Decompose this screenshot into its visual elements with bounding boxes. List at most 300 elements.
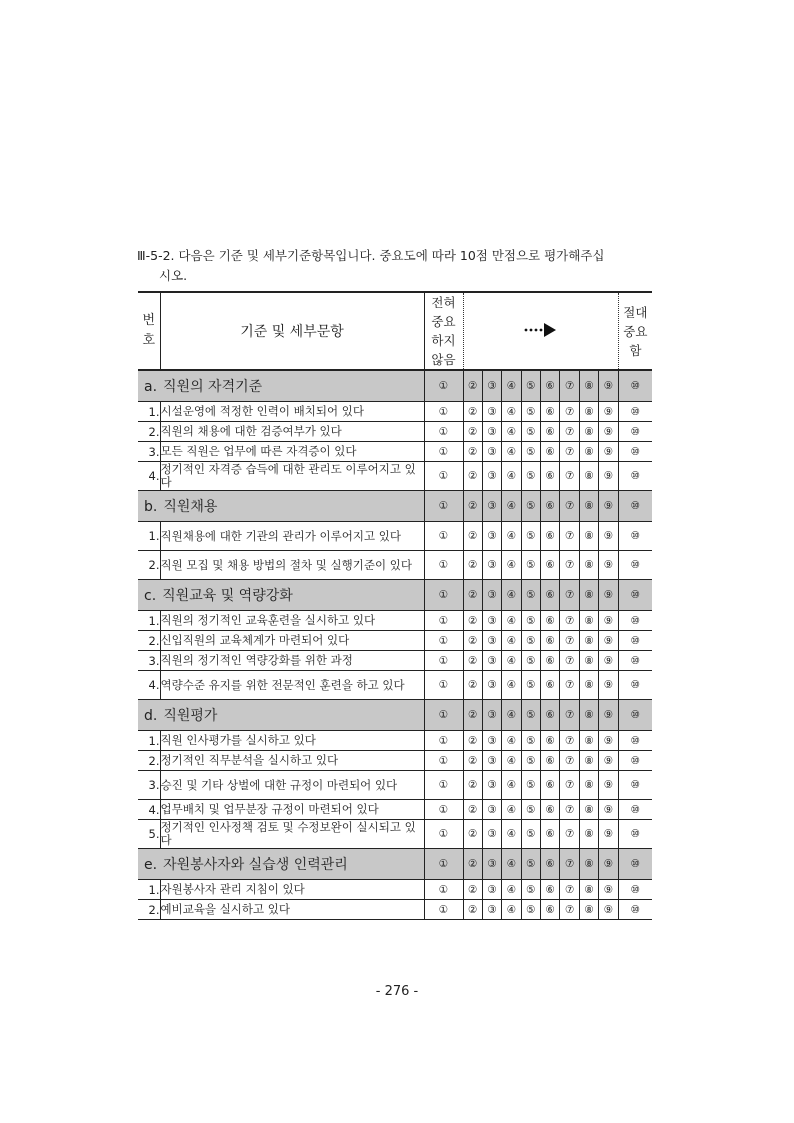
table-row	[138, 611, 652, 631]
rating-option-10[interactable]: ⑩	[618, 700, 652, 731]
rating-option-7[interactable]: ⑦	[560, 551, 579, 580]
rating-option-5[interactable]: ⑤	[521, 651, 540, 671]
rating-option-9[interactable]: ⑨	[599, 402, 618, 422]
rating-option-7[interactable]: ⑦	[560, 731, 579, 751]
item-number: 3.	[138, 771, 160, 800]
rating-option-4[interactable]: ④	[502, 462, 521, 491]
rating-option-6[interactable]: ⑥	[541, 422, 560, 442]
rating-option-4[interactable]: ④	[502, 611, 521, 631]
rating-option-6[interactable]: ⑥	[541, 671, 560, 700]
rating-option-1[interactable]: ①	[424, 900, 463, 920]
rating-option-6[interactable]: ⑥	[541, 370, 560, 402]
section-name: 직원의 자격기준	[163, 379, 263, 395]
rating-option-1[interactable]: ①	[424, 880, 463, 900]
table-row	[138, 800, 652, 820]
question-line-2: 시오.	[159, 268, 188, 283]
rating-option-6[interactable]: ⑥	[541, 900, 560, 920]
rating-option-4[interactable]: ④	[502, 800, 521, 820]
table-row	[138, 651, 652, 671]
rating-option-8[interactable]: ⑧	[579, 651, 598, 671]
rating-option-9[interactable]: ⑨	[599, 522, 618, 551]
table-row	[138, 731, 652, 751]
item-number: 2.	[138, 551, 160, 580]
item-text: 예비교육을 실시하고 있다	[160, 900, 424, 920]
rating-option-2[interactable]: ②	[463, 462, 482, 491]
table-row	[138, 900, 652, 920]
rating-option-9[interactable]: ⑨	[599, 551, 618, 580]
rating-option-6[interactable]: ⑥	[541, 402, 560, 422]
item-number: 4.	[138, 800, 160, 820]
rating-table	[138, 291, 652, 920]
rating-option-3[interactable]: ③	[482, 671, 501, 700]
rating-option-5[interactable]: ⑤	[521, 551, 540, 580]
rating-option-2[interactable]: ②	[463, 611, 482, 631]
rating-option-9[interactable]: ⑨	[599, 900, 618, 920]
rating-option-9[interactable]: ⑨	[599, 611, 618, 631]
rating-option-5[interactable]: ⑤	[521, 771, 540, 800]
rating-option-7[interactable]: ⑦	[560, 370, 579, 402]
rating-option-7[interactable]: ⑦	[560, 522, 579, 551]
item-text: 직원의 정기적인 교육훈련을 실시하고 있다	[160, 611, 424, 631]
rating-option-5[interactable]: ⑤	[521, 422, 540, 442]
rating-option-1[interactable]: ①	[424, 800, 463, 820]
header-low-importance: 전혀 중요 하지 않음	[424, 292, 463, 370]
rating-option-5[interactable]: ⑤	[521, 731, 540, 751]
rating-option-10[interactable]: ⑩	[618, 900, 652, 920]
rating-option-3[interactable]: ③	[482, 522, 501, 551]
rating-option-10[interactable]: ⑩	[618, 671, 652, 700]
section-name: 직원평가	[163, 708, 218, 724]
rating-option-4[interactable]: ④	[502, 771, 521, 800]
item-number: 4.	[138, 671, 160, 700]
rating-option-2[interactable]: ②	[463, 402, 482, 422]
rating-option-3[interactable]: ③	[482, 580, 501, 611]
rating-option-10[interactable]: ⑩	[618, 820, 652, 849]
rating-option-4[interactable]: ④	[502, 402, 521, 422]
item-number: 3.	[138, 651, 160, 671]
rating-option-1[interactable]: ①	[424, 402, 463, 422]
item-number: 1.	[138, 611, 160, 631]
rating-option-6[interactable]: ⑥	[541, 522, 560, 551]
item-text: 직원의 채용에 대한 검증여부가 있다	[160, 422, 424, 442]
rating-option-10[interactable]: ⑩	[618, 631, 652, 651]
rating-option-10[interactable]: ⑩	[618, 402, 652, 422]
rating-option-7[interactable]: ⑦	[560, 900, 579, 920]
table-header	[138, 292, 652, 370]
table-row	[138, 551, 652, 580]
rating-option-10[interactable]: ⑩	[618, 370, 652, 402]
rating-option-10[interactable]: ⑩	[618, 491, 652, 522]
rating-option-5[interactable]: ⑤	[521, 900, 540, 920]
rating-option-9[interactable]: ⑨	[599, 751, 618, 771]
section-name: 자원봉사자와 실습생 인력관리	[163, 857, 348, 873]
rating-option-3[interactable]: ③	[482, 900, 501, 920]
section-title	[138, 700, 424, 731]
rating-option-6[interactable]: ⑥	[541, 700, 560, 731]
rating-option-9[interactable]: ⑨	[599, 631, 618, 651]
rating-option-4[interactable]: ④	[502, 880, 521, 900]
rating-option-7[interactable]: ⑦	[560, 880, 579, 900]
rating-option-3[interactable]: ③	[482, 800, 501, 820]
rating-option-2[interactable]: ②	[463, 651, 482, 671]
item-text: 자원봉사자 관리 지침이 있다	[160, 880, 424, 900]
rating-option-9[interactable]: ⑨	[599, 651, 618, 671]
item-number: 1.	[138, 880, 160, 900]
rating-option-5[interactable]: ⑤	[521, 402, 540, 422]
table-row	[138, 771, 652, 800]
rating-option-8[interactable]: ⑧	[579, 849, 598, 880]
rating-option-3[interactable]: ③	[482, 849, 501, 880]
rating-option-9[interactable]: ⑨	[599, 580, 618, 611]
rating-option-7[interactable]: ⑦	[560, 462, 579, 491]
section-row-e	[138, 849, 652, 880]
rating-option-9[interactable]: ⑨	[599, 800, 618, 820]
rating-option-10[interactable]: ⑩	[618, 771, 652, 800]
item-text: 시설운영에 적정한 인력이 배치되어 있다	[160, 402, 424, 422]
rating-option-6[interactable]: ⑥	[541, 651, 560, 671]
rating-option-9[interactable]: ⑨	[599, 820, 618, 849]
rating-option-8[interactable]: ⑧	[579, 751, 598, 771]
rating-option-6[interactable]: ⑥	[541, 731, 560, 751]
rating-option-8[interactable]: ⑧	[579, 880, 598, 900]
rating-option-8[interactable]: ⑧	[579, 551, 598, 580]
table-row	[138, 442, 652, 462]
rating-option-2[interactable]: ②	[463, 580, 482, 611]
rating-option-7[interactable]: ⑦	[560, 820, 579, 849]
rating-option-2[interactable]: ②	[463, 849, 482, 880]
rating-option-8[interactable]: ⑧	[579, 370, 598, 402]
rating-option-5[interactable]: ⑤	[521, 671, 540, 700]
rating-option-9[interactable]: ⑨	[599, 700, 618, 731]
table-row	[138, 671, 652, 700]
section-code: d.	[144, 708, 158, 724]
rating-option-10[interactable]: ⑩	[618, 551, 652, 580]
rating-option-2[interactable]: ②	[463, 731, 482, 751]
rating-option-4[interactable]: ④	[502, 671, 521, 700]
section-code: b.	[144, 499, 158, 515]
rating-option-5[interactable]: ⑤	[521, 880, 540, 900]
item-number: 3.	[138, 442, 160, 462]
rating-option-7[interactable]: ⑦	[560, 631, 579, 651]
rating-option-5[interactable]: ⑤	[521, 522, 540, 551]
rating-option-4[interactable]: ④	[502, 522, 521, 551]
rating-option-8[interactable]: ⑧	[579, 900, 598, 920]
section-name: 직원채용	[163, 499, 218, 515]
rating-option-8[interactable]: ⑧	[579, 522, 598, 551]
question-text	[137, 246, 657, 286]
rating-option-3[interactable]: ③	[482, 462, 501, 491]
rating-option-1[interactable]: ①	[424, 771, 463, 800]
rating-option-5[interactable]: ⑤	[521, 580, 540, 611]
table-row	[138, 522, 652, 551]
rating-option-4[interactable]: ④	[502, 631, 521, 651]
rating-option-3[interactable]: ③	[482, 551, 501, 580]
rating-option-8[interactable]: ⑧	[579, 402, 598, 422]
rating-option-6[interactable]: ⑥	[541, 820, 560, 849]
rating-option-10[interactable]: ⑩	[618, 422, 652, 442]
item-text: 모든 직원은 업무에 따른 자격증이 있다	[160, 442, 424, 462]
rating-option-5[interactable]: ⑤	[521, 491, 540, 522]
rating-option-3[interactable]: ③	[482, 731, 501, 751]
rating-option-3[interactable]: ③	[482, 771, 501, 800]
rating-option-9[interactable]: ⑨	[599, 849, 618, 880]
item-text: 직원 인사평가를 실시하고 있다	[160, 731, 424, 751]
section-row-d	[138, 700, 652, 731]
rating-option-6[interactable]: ⑥	[541, 849, 560, 880]
header-arrow	[463, 292, 618, 370]
rating-option-2[interactable]: ②	[463, 442, 482, 462]
rating-option-2[interactable]: ②	[463, 751, 482, 771]
rating-option-3[interactable]: ③	[482, 651, 501, 671]
rating-option-7[interactable]: ⑦	[560, 651, 579, 671]
rating-option-2[interactable]: ②	[463, 491, 482, 522]
rating-option-10[interactable]: ⑩	[618, 442, 652, 462]
rating-option-2[interactable]: ②	[463, 880, 482, 900]
item-number: 4.	[138, 462, 160, 491]
section-row-c	[138, 580, 652, 611]
rating-option-7[interactable]: ⑦	[560, 442, 579, 462]
item-text: 정기적인 인사정책 검토 및 수정보완이 실시되고 있다	[160, 820, 424, 849]
rating-option-8[interactable]: ⑧	[579, 422, 598, 442]
item-text: 승진 및 기타 상벌에 대한 규정이 마련되어 있다	[160, 771, 424, 800]
rating-option-9[interactable]: ⑨	[599, 422, 618, 442]
rating-option-3[interactable]: ③	[482, 700, 501, 731]
item-number: 1.	[138, 402, 160, 422]
rating-option-10[interactable]: ⑩	[618, 849, 652, 880]
item-text: 신입직원의 교육체계가 마련되어 있다	[160, 631, 424, 651]
item-text: 역량수준 유지를 위한 전문적인 훈련을 하고 있다	[160, 671, 424, 700]
rating-option-7[interactable]: ⑦	[560, 671, 579, 700]
rating-option-4[interactable]: ④	[502, 751, 521, 771]
rating-option-1[interactable]: ①	[424, 580, 463, 611]
rating-option-7[interactable]: ⑦	[560, 402, 579, 422]
rating-option-5[interactable]: ⑤	[521, 700, 540, 731]
rating-option-10[interactable]: ⑩	[618, 462, 652, 491]
rating-option-4[interactable]: ④	[502, 422, 521, 442]
rating-option-7[interactable]: ⑦	[560, 611, 579, 631]
rating-option-3[interactable]: ③	[482, 491, 501, 522]
rating-option-7[interactable]: ⑦	[560, 422, 579, 442]
rating-option-9[interactable]: ⑨	[599, 731, 618, 751]
rating-option-5[interactable]: ⑤	[521, 820, 540, 849]
rating-option-1[interactable]: ①	[424, 671, 463, 700]
rating-option-6[interactable]: ⑥	[541, 800, 560, 820]
rating-option-1[interactable]: ①	[424, 551, 463, 580]
rating-option-1[interactable]: ①	[424, 522, 463, 551]
rating-option-4[interactable]: ④	[502, 900, 521, 920]
rating-option-10[interactable]: ⑩	[618, 651, 652, 671]
section-title	[138, 849, 424, 880]
rating-option-4[interactable]: ④	[502, 731, 521, 751]
rating-option-10[interactable]: ⑩	[618, 580, 652, 611]
item-number: 5.	[138, 820, 160, 849]
rating-option-8[interactable]: ⑧	[579, 462, 598, 491]
rating-option-7[interactable]: ⑦	[560, 580, 579, 611]
section-row-b	[138, 491, 652, 522]
rating-option-3[interactable]: ③	[482, 370, 501, 402]
section-row-a	[138, 370, 652, 402]
rating-option-1[interactable]: ①	[424, 751, 463, 771]
rating-option-1[interactable]: ①	[424, 731, 463, 751]
rating-option-6[interactable]: ⑥	[541, 771, 560, 800]
rating-option-3[interactable]: ③	[482, 751, 501, 771]
header-title: 기준 및 세부문항	[160, 292, 424, 370]
item-number: 2.	[138, 422, 160, 442]
rating-option-5[interactable]: ⑤	[521, 631, 540, 651]
item-text: 정기적인 자격증 습득에 대한 관리도 이루어지고 있다	[160, 462, 424, 491]
item-number: 2.	[138, 751, 160, 771]
rating-option-4[interactable]: ④	[502, 370, 521, 402]
rating-option-8[interactable]: ⑧	[579, 631, 598, 651]
rating-option-7[interactable]: ⑦	[560, 771, 579, 800]
rating-option-7[interactable]: ⑦	[560, 491, 579, 522]
item-number: 2.	[138, 900, 160, 920]
rating-option-8[interactable]: ⑧	[579, 611, 598, 631]
item-text: 직원채용에 대한 기관의 관리가 이루어지고 있다	[160, 522, 424, 551]
rating-option-2[interactable]: ②	[463, 771, 482, 800]
rating-option-3[interactable]: ③	[482, 402, 501, 422]
item-text: 직원의 정기적인 역량강화를 위한 과정	[160, 651, 424, 671]
rating-option-4[interactable]: ④	[502, 651, 521, 671]
rating-option-3[interactable]: ③	[482, 442, 501, 462]
rating-option-2[interactable]: ②	[463, 370, 482, 402]
rating-option-8[interactable]: ⑧	[579, 771, 598, 800]
item-number: 2.	[138, 631, 160, 651]
rating-option-4[interactable]: ④	[502, 551, 521, 580]
rating-option-1[interactable]: ①	[424, 491, 463, 522]
section-title	[138, 370, 424, 402]
rating-option-9[interactable]: ⑨	[599, 880, 618, 900]
rating-option-2[interactable]: ②	[463, 631, 482, 651]
rating-option-8[interactable]: ⑧	[579, 820, 598, 849]
rating-option-5[interactable]: ⑤	[521, 751, 540, 771]
table-row	[138, 880, 652, 900]
rating-option-1[interactable]: ①	[424, 462, 463, 491]
rating-option-1[interactable]: ①	[424, 370, 463, 402]
question-line-1: Ⅲ-5-2. 다음은 기준 및 세부기준항목입니다. 중요도에 따라 10점 만점으로 평가해주십	[137, 248, 605, 263]
rating-option-1[interactable]: ①	[424, 700, 463, 731]
rating-option-1[interactable]: ①	[424, 611, 463, 631]
rating-option-4[interactable]: ④	[502, 700, 521, 731]
section-code: e.	[144, 857, 158, 873]
rating-option-10[interactable]: ⑩	[618, 880, 652, 900]
rating-option-1[interactable]: ①	[424, 849, 463, 880]
rating-option-7[interactable]: ⑦	[560, 849, 579, 880]
rating-option-9[interactable]: ⑨	[599, 442, 618, 462]
rating-option-8[interactable]: ⑧	[579, 731, 598, 751]
rating-option-2[interactable]: ②	[463, 700, 482, 731]
rating-option-2[interactable]: ②	[463, 900, 482, 920]
section-code: c.	[144, 588, 157, 604]
rating-option-8[interactable]: ⑧	[579, 671, 598, 700]
rating-option-9[interactable]: ⑨	[599, 771, 618, 800]
page-number: - 276 -	[375, 984, 419, 999]
table-row	[138, 422, 652, 442]
table-row	[138, 751, 652, 771]
rating-option-3[interactable]: ③	[482, 422, 501, 442]
header-number: 번 호	[138, 292, 160, 370]
rating-option-6[interactable]: ⑥	[541, 462, 560, 491]
rating-option-4[interactable]: ④	[502, 849, 521, 880]
rating-option-3[interactable]: ③	[482, 631, 501, 651]
rating-option-5[interactable]: ⑤	[521, 611, 540, 631]
table-row	[138, 820, 652, 849]
rating-option-2[interactable]: ②	[463, 800, 482, 820]
rating-option-6[interactable]: ⑥	[541, 491, 560, 522]
rating-option-4[interactable]: ④	[502, 580, 521, 611]
rating-option-6[interactable]: ⑥	[541, 442, 560, 462]
section-title	[138, 580, 424, 611]
section-name: 직원교육 및 역량강화	[162, 588, 293, 604]
rating-option-10[interactable]: ⑩	[618, 731, 652, 751]
rating-option-7[interactable]: ⑦	[560, 800, 579, 820]
rating-option-9[interactable]: ⑨	[599, 462, 618, 491]
rating-option-6[interactable]: ⑥	[541, 880, 560, 900]
rating-option-6[interactable]: ⑥	[541, 611, 560, 631]
rating-option-5[interactable]: ⑤	[521, 370, 540, 402]
rating-option-4[interactable]: ④	[502, 820, 521, 849]
rating-option-8[interactable]: ⑧	[579, 442, 598, 462]
arrow-right-icon	[523, 322, 559, 338]
rating-option-1[interactable]: ①	[424, 422, 463, 442]
rating-option-3[interactable]: ③	[482, 611, 501, 631]
rating-option-10[interactable]: ⑩	[618, 611, 652, 631]
rating-option-7[interactable]: ⑦	[560, 751, 579, 771]
table-row	[138, 631, 652, 651]
item-text: 업무배치 및 업무분장 규정이 마련되어 있다	[160, 800, 424, 820]
rating-option-1[interactable]: ①	[424, 631, 463, 651]
table-row	[138, 462, 652, 491]
rating-option-4[interactable]: ④	[502, 442, 521, 462]
rating-option-5[interactable]: ⑤	[521, 800, 540, 820]
rating-option-10[interactable]: ⑩	[618, 800, 652, 820]
rating-option-1[interactable]: ①	[424, 442, 463, 462]
rating-option-1[interactable]: ①	[424, 651, 463, 671]
rating-option-5[interactable]: ⑤	[521, 462, 540, 491]
item-number: 1.	[138, 522, 160, 551]
section-code: a.	[144, 379, 158, 395]
rating-option-2[interactable]: ②	[463, 820, 482, 849]
rating-option-7[interactable]: ⑦	[560, 700, 579, 731]
rating-option-2[interactable]: ②	[463, 522, 482, 551]
rating-option-1[interactable]: ①	[424, 820, 463, 849]
item-text: 정기적인 직무분석을 실시하고 있다	[160, 751, 424, 771]
rating-option-2[interactable]: ②	[463, 671, 482, 700]
rating-option-8[interactable]: ⑧	[579, 580, 598, 611]
rating-option-10[interactable]: ⑩	[618, 751, 652, 771]
rating-option-6[interactable]: ⑥	[541, 631, 560, 651]
rating-option-9[interactable]: ⑨	[599, 370, 618, 402]
rating-option-8[interactable]: ⑧	[579, 700, 598, 731]
rating-option-5[interactable]: ⑤	[521, 849, 540, 880]
rating-option-10[interactable]: ⑩	[618, 522, 652, 551]
rating-option-6[interactable]: ⑥	[541, 580, 560, 611]
rating-option-9[interactable]: ⑨	[599, 491, 618, 522]
rating-option-5[interactable]: ⑤	[521, 442, 540, 462]
section-title	[138, 491, 424, 522]
rating-option-3[interactable]: ③	[482, 880, 501, 900]
rating-option-9[interactable]: ⑨	[599, 671, 618, 700]
rating-option-2[interactable]: ②	[463, 551, 482, 580]
rating-option-3[interactable]: ③	[482, 820, 501, 849]
rating-option-6[interactable]: ⑥	[541, 751, 560, 771]
item-text: 직원 모집 및 채용 방법의 절차 및 실행기준이 있다	[160, 551, 424, 580]
rating-option-4[interactable]: ④	[502, 491, 521, 522]
rating-option-2[interactable]: ②	[463, 422, 482, 442]
rating-option-8[interactable]: ⑧	[579, 800, 598, 820]
rating-option-6[interactable]: ⑥	[541, 551, 560, 580]
rating-option-8[interactable]: ⑧	[579, 491, 598, 522]
